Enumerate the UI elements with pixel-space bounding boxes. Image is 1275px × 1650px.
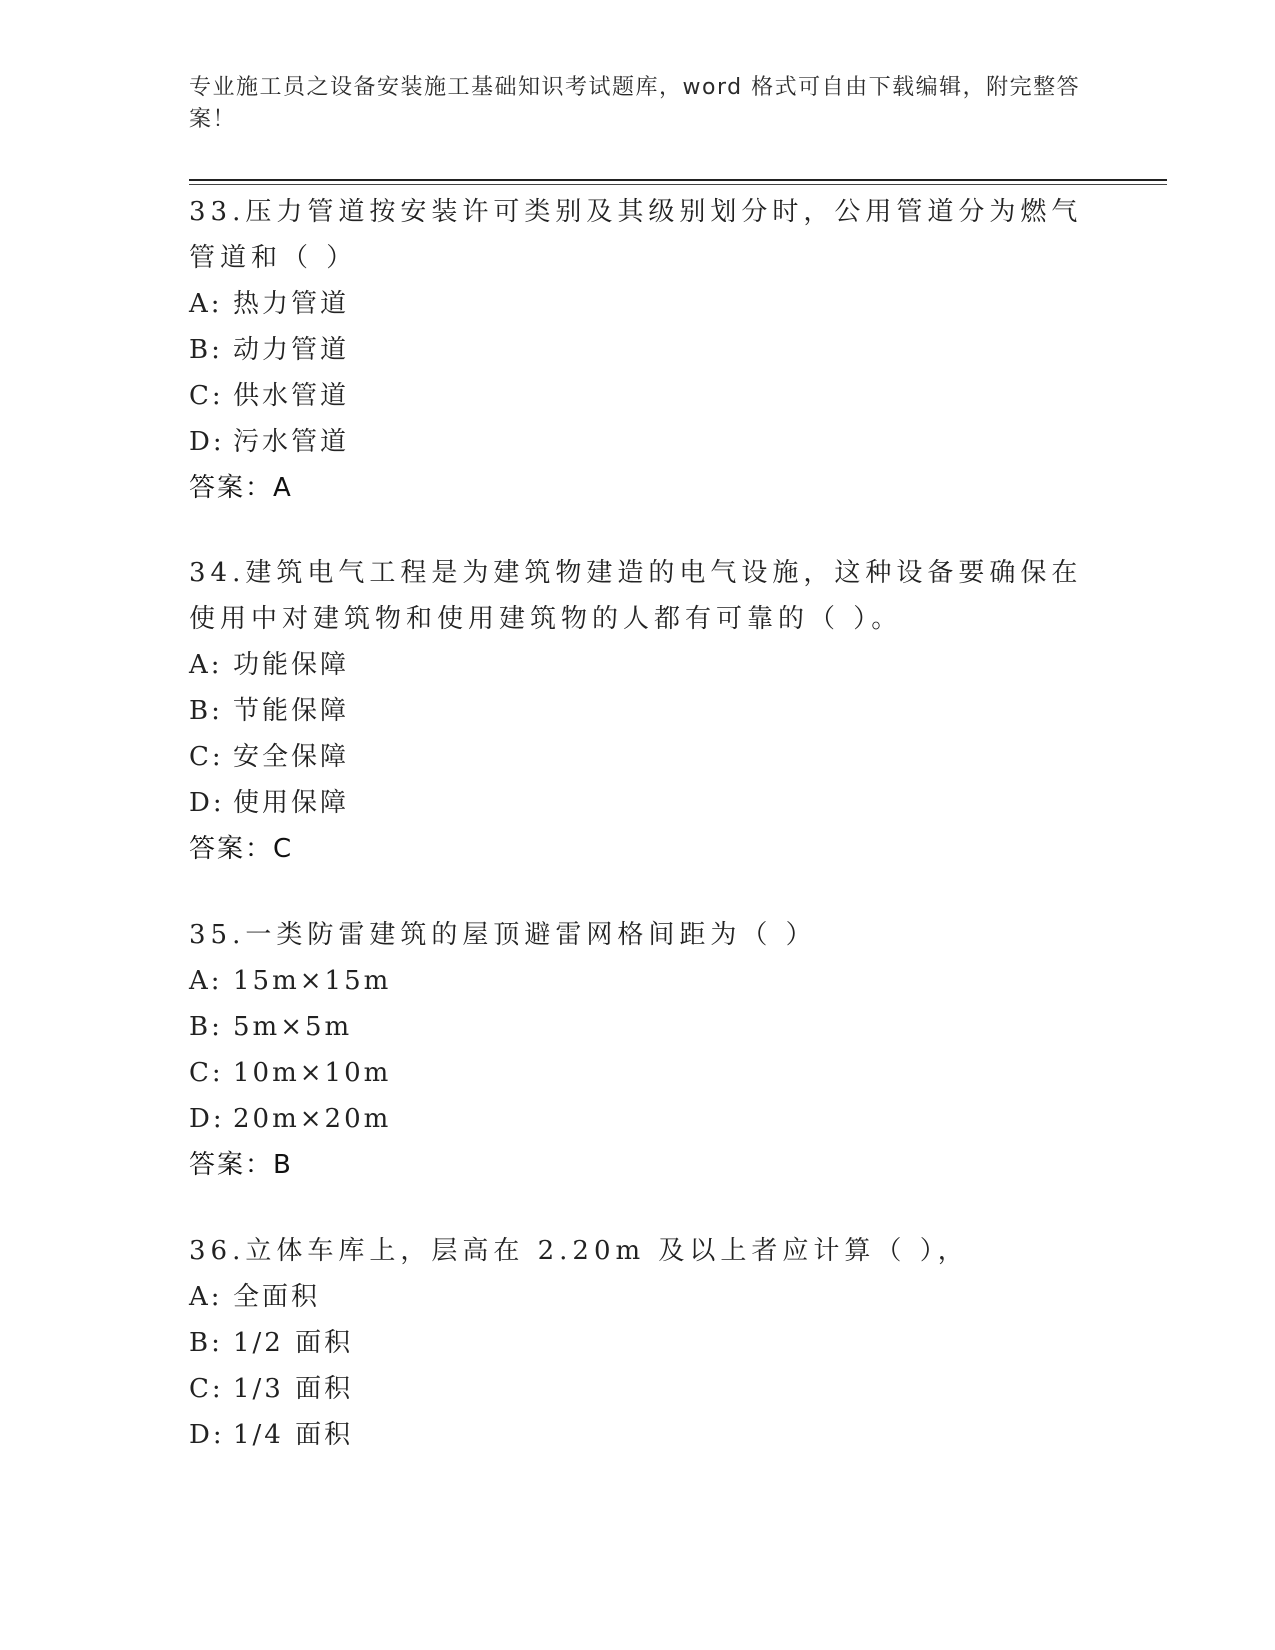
answer: 答案：C [189, 834, 294, 864]
option-d [189, 780, 1089, 826]
option-letter: D: [189, 427, 225, 457]
option-letter: B: [189, 1012, 223, 1042]
option-c [189, 734, 1089, 780]
question-35 [189, 912, 1089, 1188]
option-a [189, 642, 1089, 688]
option-text: 5m×5m [233, 1012, 353, 1042]
option-d [189, 419, 1089, 465]
answer: 答案：B [189, 1150, 293, 1180]
option-text: 20m×20m [233, 1104, 392, 1134]
option-letter: D: [189, 1104, 225, 1134]
option-b [189, 1320, 1089, 1366]
question-stem: 33.压力管道按安装许可类别及其级别划分时，公用管道分为燃气管道和（ ） [189, 197, 1083, 273]
option-letter: C: [189, 1374, 224, 1404]
option-text: 安全保障 [233, 742, 350, 772]
question-stem: 35.一类防雷建筑的屋顶避雷网格间距为（ ） [189, 920, 817, 950]
option-text: 热力管道 [233, 289, 350, 319]
option-letter: D: [189, 1420, 225, 1450]
option-letter: C: [189, 1058, 224, 1088]
option-a [189, 281, 1089, 327]
option-text: 动力管道 [233, 335, 350, 365]
option-text: 1/2 面积 [233, 1328, 354, 1358]
option-b [189, 1004, 1089, 1050]
option-a [189, 1274, 1089, 1320]
option-letter: D: [189, 788, 225, 818]
option-letter: A: [189, 1282, 223, 1312]
option-text: 1/3 面积 [233, 1374, 354, 1404]
option-text: 10m×10m [233, 1058, 392, 1088]
option-text: 全面积 [233, 1282, 321, 1312]
option-letter: B: [189, 696, 223, 726]
option-c [189, 1050, 1089, 1096]
option-letter: A: [189, 650, 223, 680]
option-text: 节能保障 [233, 696, 350, 726]
option-letter: C: [189, 381, 224, 411]
option-b [189, 688, 1089, 734]
header-divider-thin [189, 184, 1167, 185]
option-text: 污水管道 [233, 427, 350, 457]
question-34 [189, 550, 1089, 872]
option-text: 使用保障 [233, 788, 350, 818]
option-text: 功能保障 [233, 650, 350, 680]
option-d [189, 1096, 1089, 1142]
option-d [189, 1412, 1089, 1458]
option-a [189, 958, 1089, 1004]
option-letter: B: [189, 1328, 223, 1358]
option-text: 1/4 面积 [233, 1420, 354, 1450]
option-c [189, 1366, 1089, 1412]
option-text: 15m×15m [233, 966, 392, 996]
question-33 [189, 189, 1089, 511]
option-letter: C: [189, 742, 224, 772]
answer: 答案：A [189, 473, 293, 503]
document-header: 专业施工员之设备安装施工基础知识考试题库，word 格式可自由下载编辑，附完整答案！ [189, 75, 1081, 132]
option-c [189, 373, 1089, 419]
option-text: 供水管道 [233, 381, 350, 411]
option-letter: B: [189, 335, 223, 365]
question-stem: 36.立体车库上，层高在 2.20m 及以上者应计算（ ）， [189, 1236, 969, 1266]
question-36 [189, 1228, 1089, 1458]
option-b [189, 327, 1089, 373]
option-letter: A: [189, 289, 223, 319]
option-letter: A: [189, 966, 223, 996]
question-stem: 34.建筑电气工程是为建筑物建造的电气设施，这种设备要确保在使用中对建筑物和使用建筑物的人都有可靠的（ ）。 [189, 558, 1083, 634]
header-divider-thick [189, 179, 1167, 181]
